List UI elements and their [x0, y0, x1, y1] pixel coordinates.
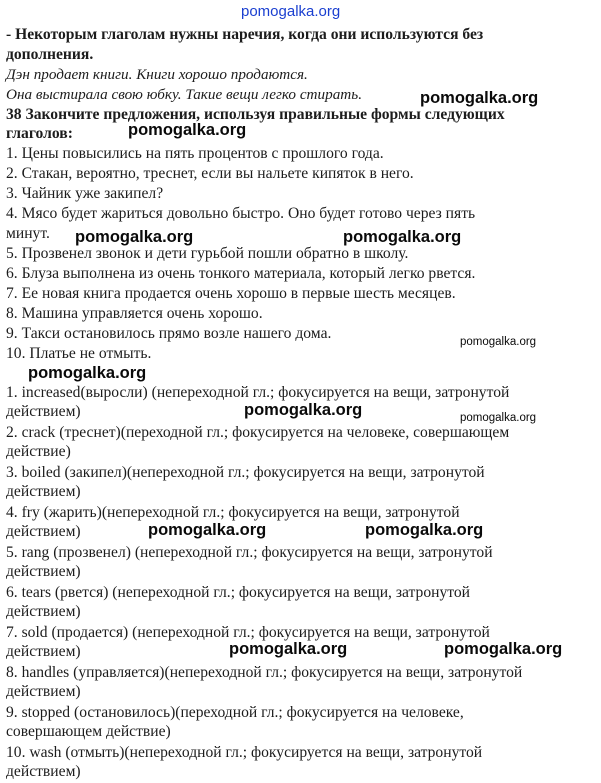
- watermark: pomogalka.org: [75, 228, 194, 246]
- exercise-item: 4. Мясо будет жариться довольно быстро. Оно будет готово через пять: [6, 205, 476, 222]
- exercise-item: 8. Машина управляется очень хорошо.: [6, 305, 263, 322]
- answer-line: 5. rang (прозвенел) (непереходной гл.; фокусируется на вещи, затронутой: [6, 544, 493, 561]
- answer-line: действием): [6, 643, 81, 660]
- note-heading-line-2: дополнения.: [6, 46, 94, 63]
- watermark: pomogalka.org: [244, 401, 363, 419]
- answer-line: 6. tears (рвется) (непереходной гл.; фокусируется на вещи, затронутой: [6, 584, 471, 601]
- answer-line: действием): [6, 523, 81, 540]
- exercise-item: минут.: [6, 225, 50, 242]
- exercise-title-line-1: 38 Закончите предложения, используя правильные формы следующих: [6, 106, 505, 123]
- answer-line: 2. crack (треснет)(переходной гл.; фокусируется на человеке, совершающем: [6, 424, 510, 441]
- answer-line: 7. sold (продается) (непереходной гл.; фокусируется на вещи, затронутой: [6, 624, 490, 641]
- answer-line: 8. handles (управляется)(непереходной гл.; фокусируется на вещи, затронутой: [6, 664, 523, 681]
- answer-line: 10. wash (отмыть)(непереходной гл.; фокусируется на вещи, затронутой: [6, 744, 483, 761]
- answer-line: 3. boiled (закипел)(непереходной гл.; фокусируется на вещи, затронутой: [6, 464, 485, 481]
- exercise-item: 7. Ее новая книга продается очень хорошо в первые шесть месяцев.: [6, 285, 456, 302]
- exercise-item: 5. Прозвенел звонок и дети гурьбой пошли обратно в школу.: [6, 245, 409, 262]
- answer-line: 4. fry (жарить)(непереходной гл.; фокусируется на вещи, затронутой: [6, 504, 460, 521]
- exercise-item: 10. Платье не отмыть.: [6, 345, 152, 362]
- exercise-item: 1. Цены повысились на пять процентов с прошлого года.: [6, 145, 384, 162]
- watermark: pomogalka.org: [444, 640, 563, 658]
- answer-line: действием): [6, 563, 81, 580]
- watermark: pomogalka.org: [229, 640, 348, 658]
- watermark: pomogalka.org: [365, 521, 484, 539]
- watermark: pomogalka.org: [420, 89, 539, 107]
- exercise-item: 3. Чайник уже закипел?: [6, 185, 164, 202]
- answer-line: действием): [6, 763, 81, 780]
- watermark: pomogalka.org: [148, 521, 267, 539]
- exercise-title-line-2: глаголов:: [6, 125, 73, 142]
- answer-line: действием): [6, 603, 81, 620]
- watermark-top: pomogalka.org: [241, 3, 341, 20]
- exercise-item: 6. Блуза выполнена из очень тонкого материала, который легко рвется.: [6, 265, 476, 282]
- note-example-1: Дэн продает книги. Книги хорошо продаются.: [6, 66, 308, 83]
- answer-line: 1. increased(выросли) (непереходной гл.; фокусируется на вещи, затронутой: [6, 384, 510, 401]
- answer-line: действием): [6, 683, 81, 700]
- exercise-item: 9. Такси остановилось прямо возле нашего дома.: [6, 325, 332, 342]
- watermark: pomogalka.org: [128, 121, 247, 139]
- answer-line: действием): [6, 403, 81, 420]
- note-heading-line-1: - Некоторым глаголам нужны наречия, когда они используются без: [6, 26, 484, 43]
- watermark: pomogalka.org: [460, 336, 537, 348]
- watermark: pomogalka.org: [460, 412, 537, 424]
- watermark: pomogalka.org: [343, 228, 462, 246]
- answer-line: действием): [6, 483, 81, 500]
- answer-line: совершающем действие): [6, 723, 171, 740]
- answer-line: 9. stopped (остановилось)(переходной гл.; фокусируется на человеке,: [6, 704, 464, 721]
- watermark: pomogalka.org: [28, 364, 147, 382]
- exercise-item: 2. Стакан, вероятно, треснет, если вы нальете кипяток в него.: [6, 165, 414, 182]
- answer-line: действие): [6, 443, 71, 460]
- note-example-2: Она выстирала свою юбку. Такие вещи легко стирать.: [6, 86, 362, 103]
